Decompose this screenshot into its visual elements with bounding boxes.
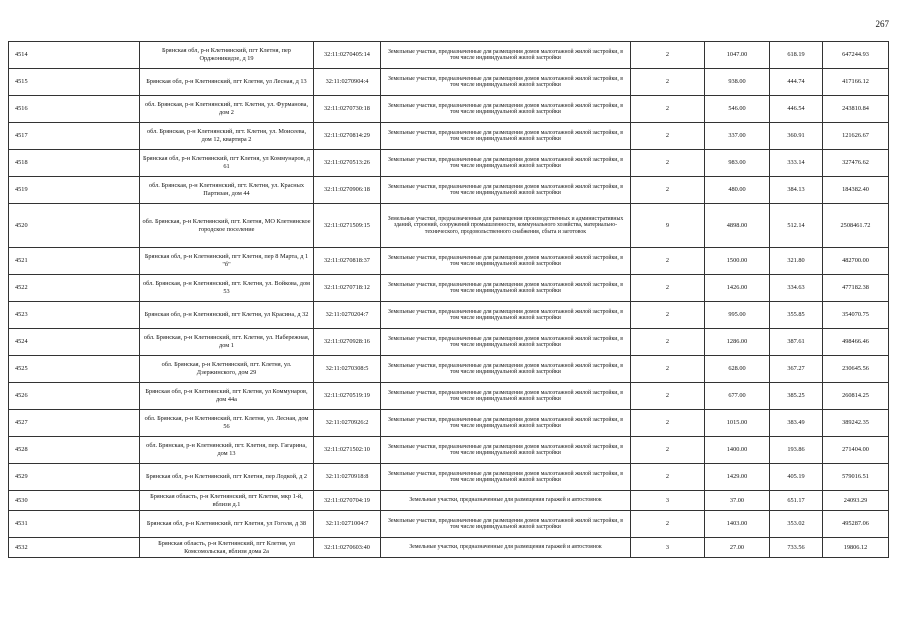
address-cell: Брянская обл, р-н Клетнянский, пгт Клетня, пер Орджоникидзе, д 19 bbox=[140, 42, 314, 69]
cadastral-number-cell: 32:11:0271509:15 bbox=[314, 204, 381, 248]
table-row bbox=[9, 410, 889, 437]
land-use-cell: Земельные участки, предназначенные для размещения домов малоэтажной жилой застройки, в том числе индивидуальной жилой застройки bbox=[381, 177, 631, 204]
cadastral-value-cell: 271404.00 bbox=[823, 437, 889, 464]
address-cell: обл. Брянская, р-н Клетнянский, пгт. Клетня, ул. Войкова, дом 53 bbox=[140, 275, 314, 302]
group-cell: 2 bbox=[631, 248, 705, 275]
table-row bbox=[9, 538, 889, 558]
address-cell: Брянская обл, р-н Клетнянский, пгт Клетня, ул Красина, д 32 bbox=[140, 302, 314, 329]
row-number-cell: 4523 bbox=[9, 302, 140, 329]
cadastral-number-cell: 32:11:0270718:12 bbox=[314, 275, 381, 302]
specific-value-cell: 651.17 bbox=[770, 491, 823, 511]
land-use-cell: Земельные участки, предназначенные для размещения гаражей и автостоянок bbox=[381, 491, 631, 511]
area-cell: 1429.00 bbox=[705, 464, 770, 491]
specific-value-cell: 512.14 bbox=[770, 204, 823, 248]
specific-value-cell: 618.19 bbox=[770, 42, 823, 69]
address-cell: Брянская обл, р-н Клетнянский, пгт Клетня, ул Коммунаров, дом 44а bbox=[140, 383, 314, 410]
table-row bbox=[9, 464, 889, 491]
group-cell: 2 bbox=[631, 96, 705, 123]
area-cell: 1015.00 bbox=[705, 410, 770, 437]
land-use-cell: Земельные участки, предназначенные для размещения домов малоэтажной жилой застройки, в том числе индивидуальной жилой застройки bbox=[381, 329, 631, 356]
land-use-cell: Земельные участки, предназначенные для размещения домов малоэтажной жилой застройки, в том числе индивидуальной жилой застройки bbox=[381, 69, 631, 96]
group-cell: 2 bbox=[631, 410, 705, 437]
address-cell: Брянская обл, р-н Клетнянский, пгт Клетня, ул Коммунаров, д 61 bbox=[140, 150, 314, 177]
area-cell: 480.00 bbox=[705, 177, 770, 204]
specific-value-cell: 387.61 bbox=[770, 329, 823, 356]
table-row bbox=[9, 356, 889, 383]
group-cell: 2 bbox=[631, 42, 705, 69]
group-cell: 2 bbox=[631, 437, 705, 464]
group-cell: 2 bbox=[631, 383, 705, 410]
specific-value-cell: 360.91 bbox=[770, 123, 823, 150]
area-cell: 27.00 bbox=[705, 538, 770, 558]
cadastral-value-cell: 24093.29 bbox=[823, 491, 889, 511]
cadastral-value-cell: 417166.12 bbox=[823, 69, 889, 96]
table-row bbox=[9, 96, 889, 123]
group-cell: 2 bbox=[631, 329, 705, 356]
cadastral-value-cell: 354070.75 bbox=[823, 302, 889, 329]
cadastral-value-cell: 498466.46 bbox=[823, 329, 889, 356]
table-row bbox=[9, 69, 889, 96]
group-cell: 2 bbox=[631, 177, 705, 204]
address-cell: обл. Брянская, р-н Клетнянский, пгт. Клетня, ул. Моисеева, дом 12, квартира 2 bbox=[140, 123, 314, 150]
land-use-cell: Земельные участки, предназначенные для размещения домов малоэтажной жилой застройки, в том числе индивидуальной жилой застройки bbox=[381, 511, 631, 538]
row-number-cell: 4528 bbox=[9, 437, 140, 464]
row-number-cell: 4527 bbox=[9, 410, 140, 437]
area-cell: 983.00 bbox=[705, 150, 770, 177]
cadastral-number-cell: 32:11:0270926:2 bbox=[314, 410, 381, 437]
cadastral-value-cell: 495287.06 bbox=[823, 511, 889, 538]
area-cell: 1500.00 bbox=[705, 248, 770, 275]
cadastral-number-cell: 32:11:0270204:7 bbox=[314, 302, 381, 329]
page-number: 267 bbox=[875, 19, 889, 29]
land-use-cell: Земельные участки, предназначенные для размещения гаражей и автостоянок bbox=[381, 538, 631, 558]
cadastral-number-cell: 32:11:0270513:26 bbox=[314, 150, 381, 177]
cadastral-value-cell: 327476.62 bbox=[823, 150, 889, 177]
group-cell: 9 bbox=[631, 204, 705, 248]
table-row bbox=[9, 511, 889, 538]
address-cell: Брянская обл, р-н Клетнянский, пгт Клетня, ул Лесная, д 13 bbox=[140, 69, 314, 96]
group-cell: 2 bbox=[631, 464, 705, 491]
land-use-cell: Земельные участки, предназначенные для размещения домов малоэтажной жилой застройки, в том числе индивидуальной жилой застройки bbox=[381, 275, 631, 302]
land-use-cell: Земельные участки, предназначенные для размещения производственных и административных зданий, строений, сооружений промышленности, коммунального хозяйства, материально-технического, продовольственного снабжения, сбыта и заготовок bbox=[381, 204, 631, 248]
land-use-cell: Земельные участки, предназначенные для размещения домов малоэтажной жилой застройки, в том числе индивидуальной жилой застройки bbox=[381, 437, 631, 464]
cadastral-number-cell: 32:11:0270603:40 bbox=[314, 538, 381, 558]
table-row bbox=[9, 383, 889, 410]
row-number-cell: 4514 bbox=[9, 42, 140, 69]
cadastral-number-cell: 32:11:0270814:29 bbox=[314, 123, 381, 150]
table-row bbox=[9, 275, 889, 302]
group-cell: 3 bbox=[631, 538, 705, 558]
specific-value-cell: 353.02 bbox=[770, 511, 823, 538]
row-number-cell: 4532 bbox=[9, 538, 140, 558]
land-cadastral-value-table bbox=[8, 41, 889, 558]
address-cell: Брянская обл, р-н Клетнянский, пгт Клетня, пер Лодкой, д 2 bbox=[140, 464, 314, 491]
cadastral-value-cell: 184382.40 bbox=[823, 177, 889, 204]
specific-value-cell: 444.74 bbox=[770, 69, 823, 96]
area-cell: 938.00 bbox=[705, 69, 770, 96]
group-cell: 2 bbox=[631, 511, 705, 538]
address-cell: обл. Брянская, р-н Клетнянский, пгт. Клетня, ул. Фурманова, дом 2 bbox=[140, 96, 314, 123]
row-number-cell: 4521 bbox=[9, 248, 140, 275]
cadastral-value-cell: 647244.93 bbox=[823, 42, 889, 69]
row-number-cell: 4520 bbox=[9, 204, 140, 248]
cadastral-value-cell: 579016.51 bbox=[823, 464, 889, 491]
group-cell: 3 bbox=[631, 491, 705, 511]
table-row bbox=[9, 437, 889, 464]
address-cell: обл. Брянская, р-н Клетнянский, пгт. Клетня, ул. Лесная, дом 56 bbox=[140, 410, 314, 437]
cadastral-number-cell: 32:11:0270904:4 bbox=[314, 69, 381, 96]
cadastral-number-cell: 32:11:0270308:5 bbox=[314, 356, 381, 383]
area-cell: 337.00 bbox=[705, 123, 770, 150]
table-row bbox=[9, 42, 889, 69]
cadastral-value-cell: 243810.84 bbox=[823, 96, 889, 123]
specific-value-cell: 383.49 bbox=[770, 410, 823, 437]
area-cell: 677.00 bbox=[705, 383, 770, 410]
table-row bbox=[9, 491, 889, 511]
row-number-cell: 4531 bbox=[9, 511, 140, 538]
area-cell: 1047.00 bbox=[705, 42, 770, 69]
specific-value-cell: 355.85 bbox=[770, 302, 823, 329]
cadastral-value-cell: 19806.12 bbox=[823, 538, 889, 558]
group-cell: 2 bbox=[631, 275, 705, 302]
area-cell: 4898.00 bbox=[705, 204, 770, 248]
address-cell: обл. Брянская, р-н Клетнянский, пгт. Клетня, МО Клетнянское городское поселение bbox=[140, 204, 314, 248]
specific-value-cell: 193.86 bbox=[770, 437, 823, 464]
cadastral-value-cell: 230645.56 bbox=[823, 356, 889, 383]
address-cell: обл. Брянская, р-н Клетнянский, пгт. Клетня, пер. Гагарина, дом 13 bbox=[140, 437, 314, 464]
address-cell: Брянская обл, р-н Клетнянский, пгт Клетня, пер 8 Марта, д 1 "б" bbox=[140, 248, 314, 275]
specific-value-cell: 446.54 bbox=[770, 96, 823, 123]
group-cell: 2 bbox=[631, 123, 705, 150]
address-cell: обл. Брянская, р-н Клетнянский, пгт. Клетня, ул. Набережная, дом 1 bbox=[140, 329, 314, 356]
specific-value-cell: 367.27 bbox=[770, 356, 823, 383]
cadastral-number-cell: 32:11:0270906:18 bbox=[314, 177, 381, 204]
table-row bbox=[9, 177, 889, 204]
specific-value-cell: 334.63 bbox=[770, 275, 823, 302]
specific-value-cell: 333.14 bbox=[770, 150, 823, 177]
specific-value-cell: 384.13 bbox=[770, 177, 823, 204]
row-number-cell: 4524 bbox=[9, 329, 140, 356]
area-cell: 1400.00 bbox=[705, 437, 770, 464]
address-cell: Брянская область, р-н Клетнянский, пгт Клетня, мкр 1-й, вблизи д.1 bbox=[140, 491, 314, 511]
cadastral-number-cell: 32:11:0270918:8 bbox=[314, 464, 381, 491]
cadastral-value-cell: 121626.67 bbox=[823, 123, 889, 150]
table-row bbox=[9, 329, 889, 356]
land-use-cell: Земельные участки, предназначенные для размещения домов малоэтажной жилой застройки, в том числе индивидуальной жилой застройки bbox=[381, 302, 631, 329]
area-cell: 995.00 bbox=[705, 302, 770, 329]
row-number-cell: 4516 bbox=[9, 96, 140, 123]
table-row bbox=[9, 150, 889, 177]
address-cell: Брянская обл, р-н Клетнянский, пгт Клетня, ул Гоголя, д 38 bbox=[140, 511, 314, 538]
area-cell: 1286.00 bbox=[705, 329, 770, 356]
row-number-cell: 4519 bbox=[9, 177, 140, 204]
area-cell: 37.00 bbox=[705, 491, 770, 511]
table-row bbox=[9, 248, 889, 275]
table-row bbox=[9, 302, 889, 329]
cadastral-value-cell: 260814.25 bbox=[823, 383, 889, 410]
address-cell: Брянская область, р-н Клетнянский, пгт Клетня, ул Комсомольская, вблизи дома 2а bbox=[140, 538, 314, 558]
table-row bbox=[9, 204, 889, 248]
cadastral-number-cell: 32:11:0270730:18 bbox=[314, 96, 381, 123]
cadastral-value-cell: 482700.00 bbox=[823, 248, 889, 275]
table-row bbox=[9, 123, 889, 150]
specific-value-cell: 321.80 bbox=[770, 248, 823, 275]
land-use-cell: Земельные участки, предназначенные для размещения домов малоэтажной жилой застройки, в том числе индивидуальной жилой застройки bbox=[381, 96, 631, 123]
land-use-cell: Земельные участки, предназначенные для размещения домов малоэтажной жилой застройки, в том числе индивидуальной жилой застройки bbox=[381, 464, 631, 491]
cadastral-number-cell: 32:11:0270704:19 bbox=[314, 491, 381, 511]
row-number-cell: 4529 bbox=[9, 464, 140, 491]
land-use-cell: Земельные участки, предназначенные для размещения домов малоэтажной жилой застройки, в том числе индивидуальной жилой застройки bbox=[381, 356, 631, 383]
land-use-cell: Земельные участки, предназначенные для размещения домов малоэтажной жилой застройки, в том числе индивидуальной жилой застройки bbox=[381, 383, 631, 410]
land-use-cell: Земельные участки, предназначенные для размещения домов малоэтажной жилой застройки, в том числе индивидуальной жилой застройки bbox=[381, 150, 631, 177]
address-cell: обл. Брянская, р-н Клетнянский, пгт. Клетня, ул. Красных Партизан, дом 44 bbox=[140, 177, 314, 204]
cadastral-value-cell: 2508461.72 bbox=[823, 204, 889, 248]
cadastral-value-cell: 389242.35 bbox=[823, 410, 889, 437]
cadastral-number-cell: 32:11:0271502:10 bbox=[314, 437, 381, 464]
cadastral-number-cell: 32:11:0270405:14 bbox=[314, 42, 381, 69]
group-cell: 2 bbox=[631, 69, 705, 96]
area-cell: 1403.00 bbox=[705, 511, 770, 538]
area-cell: 546.00 bbox=[705, 96, 770, 123]
row-number-cell: 4522 bbox=[9, 275, 140, 302]
group-cell: 2 bbox=[631, 356, 705, 383]
group-cell: 2 bbox=[631, 150, 705, 177]
land-use-cell: Земельные участки, предназначенные для размещения домов малоэтажной жилой застройки, в том числе индивидуальной жилой застройки bbox=[381, 410, 631, 437]
cadastral-value-cell: 477182.38 bbox=[823, 275, 889, 302]
row-number-cell: 4518 bbox=[9, 150, 140, 177]
row-number-cell: 4525 bbox=[9, 356, 140, 383]
group-cell: 2 bbox=[631, 302, 705, 329]
row-number-cell: 4526 bbox=[9, 383, 140, 410]
cadastral-number-cell: 32:11:0271004:7 bbox=[314, 511, 381, 538]
land-use-cell: Земельные участки, предназначенные для размещения домов малоэтажной жилой застройки, в том числе индивидуальной жилой застройки bbox=[381, 123, 631, 150]
address-cell: обл. Брянская, р-н Клетнянский, пгт. Клетня, ул. Дзержинского, дом 29 bbox=[140, 356, 314, 383]
specific-value-cell: 733.56 bbox=[770, 538, 823, 558]
cadastral-number-cell: 32:11:0270818:37 bbox=[314, 248, 381, 275]
land-use-cell: Земельные участки, предназначенные для размещения домов малоэтажной жилой застройки, в том числе индивидуальной жилой застройки bbox=[381, 248, 631, 275]
cadastral-number-cell: 32:11:0270519:19 bbox=[314, 383, 381, 410]
specific-value-cell: 385.25 bbox=[770, 383, 823, 410]
cadastral-number-cell: 32:11:0270928:16 bbox=[314, 329, 381, 356]
row-number-cell: 4517 bbox=[9, 123, 140, 150]
area-cell: 628.00 bbox=[705, 356, 770, 383]
area-cell: 1426.00 bbox=[705, 275, 770, 302]
land-use-cell: Земельные участки, предназначенные для размещения домов малоэтажной жилой застройки, в том числе индивидуальной жилой застройки bbox=[381, 42, 631, 69]
row-number-cell: 4530 bbox=[9, 491, 140, 511]
row-number-cell: 4515 bbox=[9, 69, 140, 96]
specific-value-cell: 405.19 bbox=[770, 464, 823, 491]
